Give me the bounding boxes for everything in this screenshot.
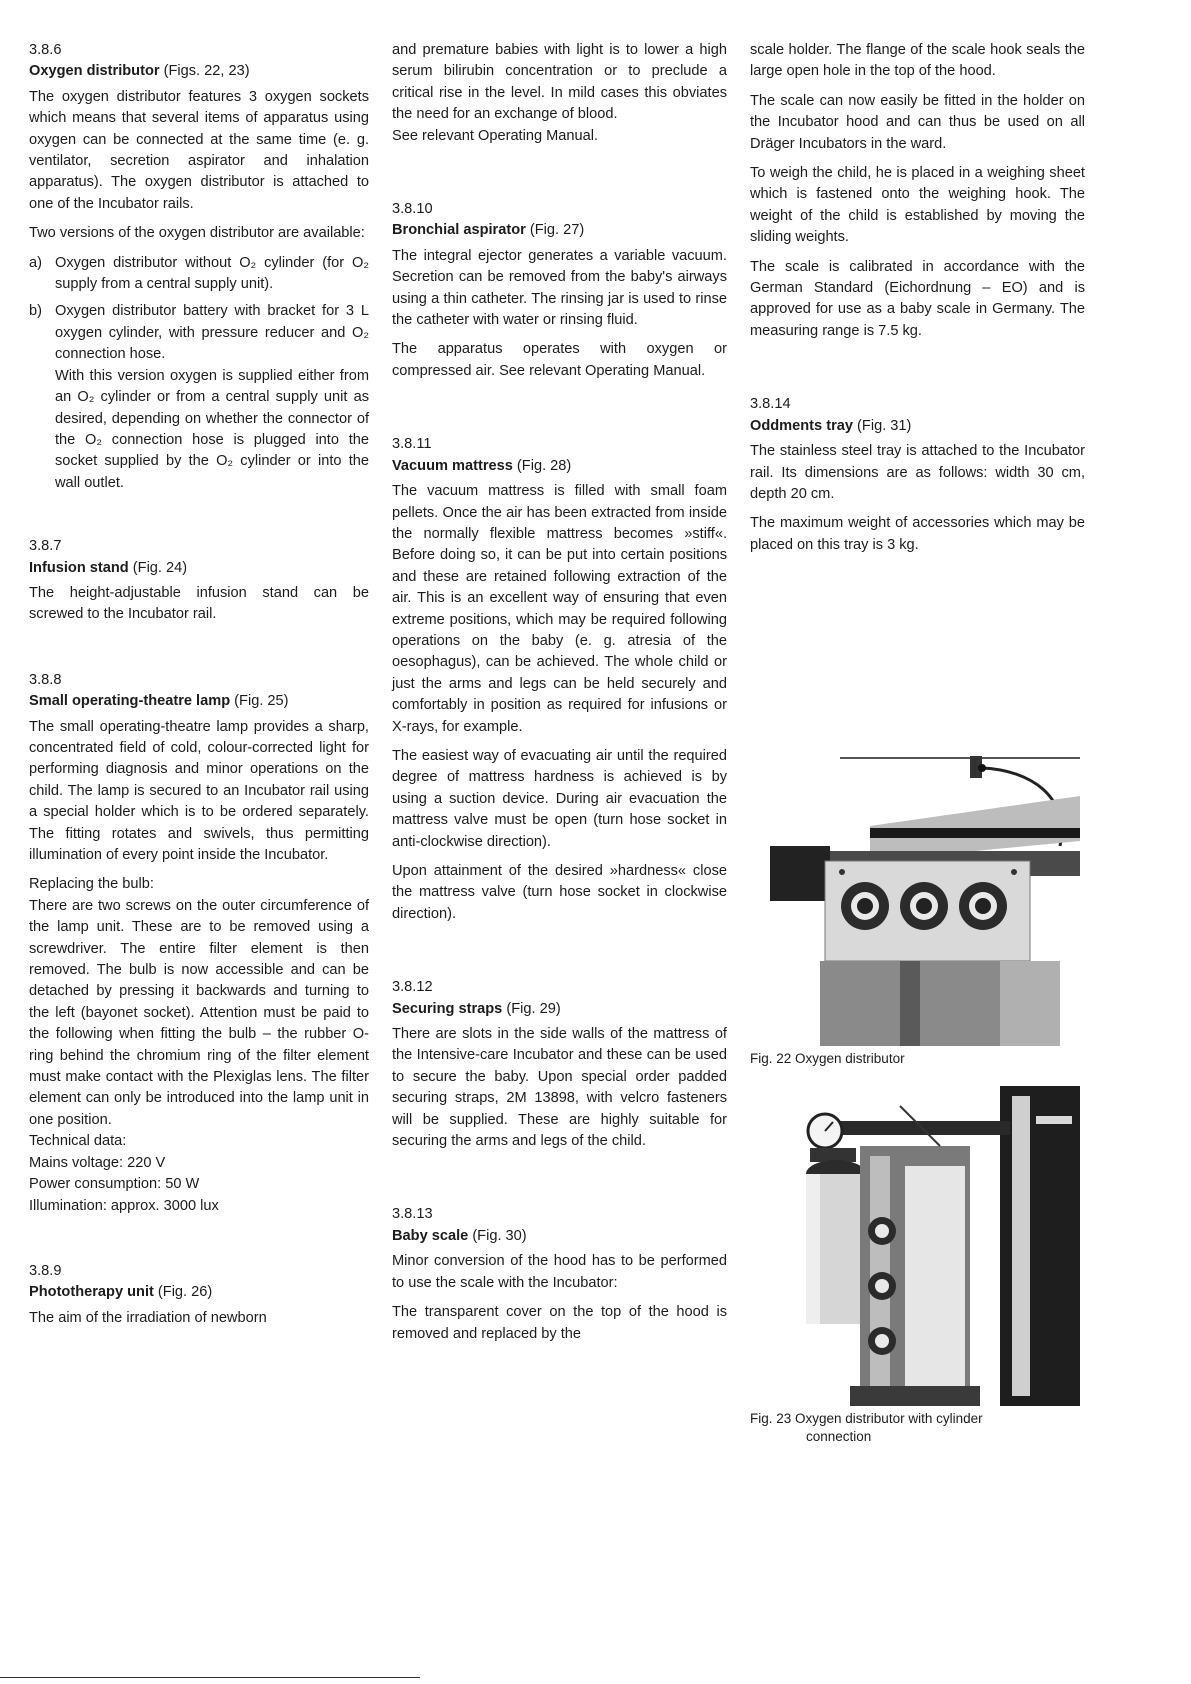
list-item	[29, 253, 369, 296]
section-title: Baby scale	[392, 1227, 469, 1244]
section-heading	[750, 416, 1085, 437]
paragraph: The vacuum mattress is filled with small foam pellets. Once the air has been extracted from inside the normally flexible mattress becomes »stiff«. Before doing so, it can be put into certain positions and these are retained following extraction of the air. This is an excellent way of ensuring that even extreme positions, which may be required following operations on the baby (e. g. atresia of the oesophagus), can be achieved. The whole child or just the arms and legs can be held securely and comfortably in position as required for infusions or X-rays, for example.	[392, 483, 727, 735]
paragraph: There are two screws on the outer circumference of the lamp unit. These are to be removed using a screwdriver. The entire filter element is then removed. The bulb is now accessible and can be detached by pressing it backwards and turning to the left (bayonet socket). Attention must be paid to the following when fitting the bulb – the rubber O-ring behind the chromium ring of the filter element must make contact with the Plexiglas lens. The filter element can only be introduced into the lamp unit in one position.	[29, 897, 369, 1128]
paragraph: See relevant Operating Manual.	[392, 127, 599, 144]
footer-rule	[0, 1677, 420, 1678]
section-title: Bronchial aspirator	[392, 222, 526, 239]
technical-data-heading: Technical data:	[29, 1133, 127, 1150]
paragraph: The maximum weight of accessories which may be placed on this tray is 3 kg.	[750, 515, 1085, 553]
section-heading	[392, 220, 727, 241]
figure-caption: Fig. 22 Oxygen distributor	[750, 1051, 905, 1067]
figure-23	[750, 1086, 1080, 1446]
spacer	[392, 1160, 727, 1204]
section-heading	[392, 456, 727, 477]
paragraph: The scale is calibrated in accordance with the German Standard (Eichordnung – EO) and is approved for use as a baby scale in Germany. The measuring range is 7.5 kg.	[750, 258, 1085, 339]
list-item	[29, 301, 369, 494]
section-number: 3.8.9	[29, 1262, 62, 1279]
figure-reference: (Figs. 22, 23)	[159, 63, 250, 80]
spacer	[29, 634, 369, 670]
section-number: 3.8.8	[29, 671, 62, 688]
paragraph: The scale can now easily be fitted in the holder on the Incubator hood and can thus be used on all Dräger Incubators in the ward.	[750, 92, 1085, 152]
section-heading	[29, 558, 369, 579]
technical-data-illumination: Illumination: approx. 3000 lux	[29, 1197, 219, 1214]
figure-reference: (Fig. 28)	[512, 457, 572, 474]
figure-reference: (Fig. 30)	[468, 1227, 527, 1244]
spacer	[750, 350, 1085, 394]
oxygen-distributor-photo	[750, 756, 1080, 1046]
section-number: 3.8.13	[392, 1206, 433, 1223]
paragraph: The stainless steel tray is attached to the Incubator rail. Its dimensions are as follows: width 30 cm, depth 20 cm.	[750, 443, 1085, 502]
figure-22	[750, 756, 1080, 1068]
spacer	[392, 933, 727, 977]
list-body	[55, 301, 369, 494]
paragraph: The small operating-theatre lamp provides a sharp, concentrated field of cold, colour-corrected light for performing diagnosis and minor operations on the child. The lamp is secured to an Incubator rail using a special holder which is to be ordered separately. The fitting rotates and swivels, thus permitting illumination of every point inside the Incubator.	[29, 718, 369, 863]
section-number: 3.8.12	[392, 979, 433, 996]
section-title: Phototherapy unit	[29, 1284, 154, 1301]
column-left	[29, 40, 369, 1337]
technical-data-power: Power consumption: 50 W	[29, 1176, 200, 1193]
figure-reference: (Fig. 31)	[853, 417, 912, 434]
list-label: b)	[29, 303, 42, 320]
figure-reference: (Fig. 24)	[128, 559, 188, 576]
oxygen-cylinder-distributor-photo	[750, 1086, 1080, 1406]
section-heading	[29, 1282, 369, 1303]
paragraph: The transparent cover on the top of the hood is removed and replaced by the	[392, 1304, 727, 1342]
paragraph: The height-adjustable infusion stand can be screwed to the Incubator rail.	[29, 584, 369, 623]
section-number: 3.8.6	[29, 42, 62, 58]
section-heading	[392, 999, 727, 1020]
column-right	[750, 40, 1085, 1446]
section-number: 3.8.10	[392, 201, 433, 218]
paragraph: Upon attainment of the desired »hardness« close the mattress valve (turn hose socket in clockwise direction).	[392, 863, 727, 922]
figure-reference: (Fig. 27)	[525, 222, 585, 239]
paragraph: The easiest way of evacuating air until the required degree of mattress hardness is achieved is by using a suction device. During air evacuation the mattress valve must be open (turn hose socket in anti-clockwise direction).	[392, 747, 727, 850]
subheading: Replacing the bulb:	[29, 876, 154, 893]
paragraph: Two versions of the oxygen distributor are available:	[29, 225, 365, 242]
list-text: With this version oxygen is supplied either from an O₂ cylinder or from a central supply unit as desired, depending on whether the connector of the O₂ connection hose is plugged into the socket supplied by the O₂ cylinder or into the wall outlet.	[55, 367, 369, 491]
figure-reference: (Fig. 25)	[230, 693, 289, 710]
list-text: Oxygen distributor battery with bracket for 3 L oxygen cylinder, with pressure reducer and O₂ connection hose.	[55, 303, 369, 363]
paragraph: scale holder. The flange of the scale hook seals the large open hole in the top of the hood.	[750, 42, 1085, 80]
paragraph: The oxygen distributor features 3 oxygen sockets which means that several items of apparatus using oxygen can be connected at the same time (e. g. ventilator, secretion aspirator and inhalation apparatus). The oxygen distributor is attached to one of the Incubator rails.	[29, 88, 369, 212]
paragraph: Minor conversion of the hood has to be performed to use the scale with the Incubator:	[392, 1253, 727, 1291]
section-heading	[29, 691, 369, 712]
figure-reference: (Fig. 26)	[153, 1284, 213, 1301]
section-heading	[29, 61, 369, 82]
figure-reference: (Fig. 29)	[502, 1000, 561, 1017]
section-title: Infusion stand	[29, 559, 129, 576]
section-title: Securing straps	[392, 1000, 503, 1017]
section-number: 3.8.14	[750, 396, 791, 413]
figure-caption-line: connection	[806, 1429, 872, 1445]
spacer	[29, 1217, 369, 1261]
figure-caption	[750, 1410, 1080, 1446]
section-title: Vacuum mattress	[392, 457, 513, 474]
figure-caption-line: Fig. 23 Oxygen distributor with cylinder	[750, 1411, 983, 1427]
list-label: a)	[29, 254, 42, 271]
section-title: Oddments tray	[750, 417, 853, 434]
section-number: 3.8.11	[392, 436, 432, 453]
paragraph: The aim of the irradiation of newborn	[29, 1309, 267, 1326]
paragraph: The apparatus operates with oxygen or compressed air. See relevant Operating Manual.	[392, 341, 727, 379]
section-title: Small operating-theatre lamp	[29, 693, 231, 710]
spacer	[392, 155, 727, 199]
spacer	[392, 390, 727, 434]
paragraph: There are slots in the side walls of the mattress of the Intensive-care Incubator and these can be used to secure the baby. Upon special order padded securing straps, 2M 13898, with velcro fasteners will be supplied. These are highly suitable for securing the arms and legs of the child.	[392, 1026, 727, 1150]
paragraph: To weigh the child, he is placed in a weighing sheet which is fastened onto the weighing hook. The weight of the child is established by moving the sliding weights.	[750, 165, 1085, 246]
paragraph: and premature babies with light is to lower a high serum bilirubin concentration or to preclude a critical rise in the level. In mild cases this obviates the need for an exchange of blood.	[392, 42, 727, 123]
technical-data-voltage: Mains voltage: 220 V	[29, 1154, 166, 1171]
paragraph: The integral ejector generates a variable vacuum. Secretion can be removed from the baby's airways using a thin catheter. The rinsing jar is used to rinse the catheter with water or rinsing fluid.	[392, 247, 727, 329]
list-text: Oxygen distributor without O₂ cylinder (for O₂ supply from a central supply unit).	[55, 254, 369, 293]
section-title: Oxygen distributor	[29, 63, 160, 80]
spacer	[29, 500, 369, 536]
column-middle	[392, 40, 727, 1353]
section-heading	[392, 1226, 727, 1247]
section-number: 3.8.7	[29, 538, 62, 555]
